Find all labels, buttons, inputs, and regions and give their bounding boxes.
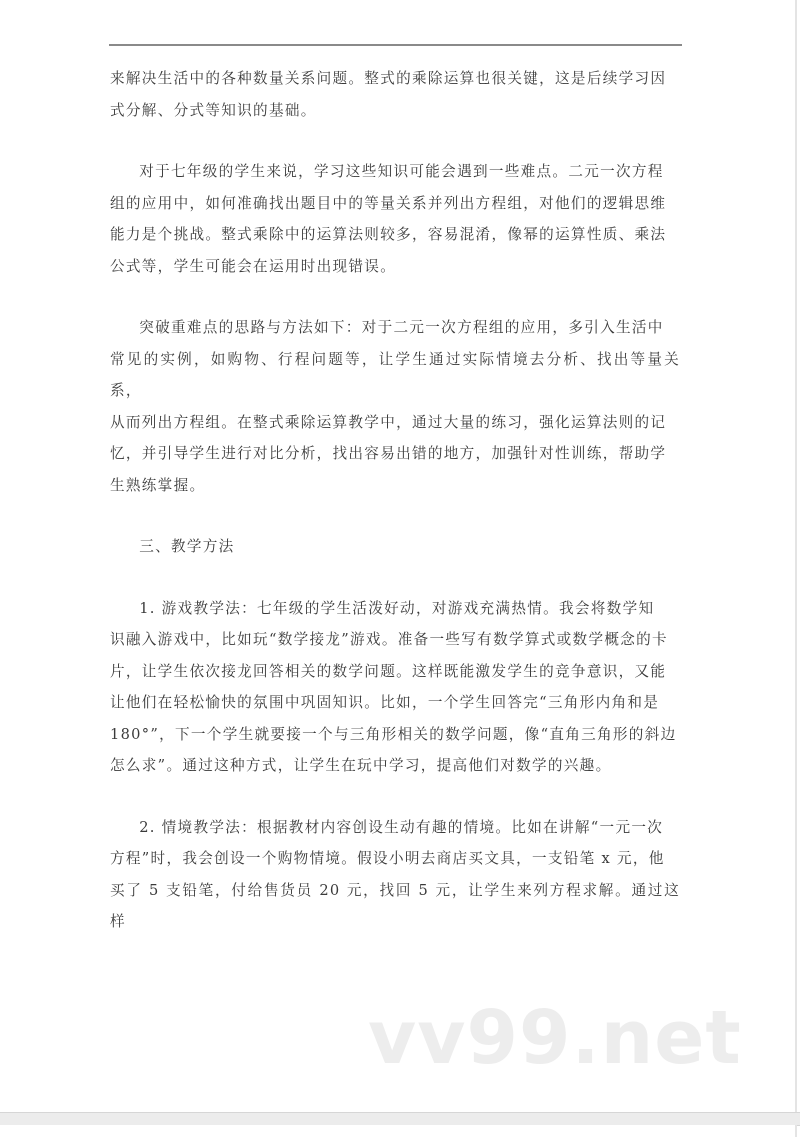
header-rule bbox=[109, 44, 682, 46]
paragraph-solutions bbox=[110, 312, 680, 501]
section-heading: 三、教学方法 bbox=[139, 538, 235, 555]
text-line: 让他们在轻松愉快的氛围中巩固知识。比如，一个学生回答完“三角形内角和是 bbox=[110, 694, 660, 711]
text-line: 公式等，学生可能会在运用时出现错误。 bbox=[110, 257, 397, 275]
text-line: 忆，并引导学生进行对比分析，找出容易出错的地方，加强针对性训练，帮助学 bbox=[110, 445, 667, 462]
text-line: 买了 5 支铅笔，付给售货员 20 元，找回 5 元，让学生来列方程求解。通过这样 bbox=[110, 881, 680, 930]
text-line: 方程”时，我会创设一个购物情境。假设小明去商店买文具，一支铅笔 x 元，他 bbox=[110, 850, 665, 867]
method-situational-teaching bbox=[110, 812, 680, 938]
paragraph-difficulties bbox=[110, 156, 680, 282]
text-line: 识融入游戏中，比如玩“数学接龙”游戏。准备一些写有数学算式或数学概念的卡 bbox=[110, 631, 668, 648]
text-line: 能力是个挑战。整式乘除中的运算法则较多，容易混淆，像幂的运算性质、乘法 bbox=[110, 226, 667, 243]
paragraph-continuation bbox=[110, 63, 680, 126]
text-line: 生熟练掌握。 bbox=[110, 476, 206, 494]
method-game-teaching bbox=[110, 593, 680, 782]
page-separator bbox=[0, 1112, 800, 1126]
next-page-edge bbox=[0, 1125, 797, 1137]
text-line: 常见的实例，如购物、行程问题等，让学生通过实际情境去分析、找出等量关系， bbox=[110, 350, 680, 399]
text-line: 对于七年级的学生来说，学习这些知识可能会遇到一些难点。二元一次方程 bbox=[139, 163, 664, 180]
text-line: 1. 游戏教学法：七年级的学生活泼好动，对游戏充满热情。我会将数学知 bbox=[139, 599, 655, 617]
text-line: 组的应用中，如何准确找出题目中的等量关系并列出方程组，对他们的逻辑思维 bbox=[110, 194, 667, 212]
text-line: 突破重难点的思路与方法如下：对于二元一次方程组的应用，多引入生活中 bbox=[139, 319, 664, 336]
document-body bbox=[110, 63, 680, 938]
text-line: 怎么求”。通过这种方式，让学生在玩中学习，提高他们对数学的兴趣。 bbox=[110, 757, 612, 774]
text-line: 180°”，下一个学生就要接一个与三角形相关的数学问题，像“直角三角形的斜边 bbox=[110, 725, 677, 743]
text-line: 来解决生活中的各种数量关系问题。整式的乘除运算也很关键，这是后续学习因 bbox=[110, 70, 667, 87]
text-line: 片，让学生依次接龙回答相关的数学问题。这样既能激发学生的竞争意识，又能 bbox=[110, 662, 667, 680]
text-line: 式分解、分式等知识的基础。 bbox=[110, 101, 317, 119]
text-line: 2. 情境教学法：根据教材内容创设生动有趣的情境。比如在讲解“一元一次 bbox=[139, 818, 664, 836]
watermark: vv99.net bbox=[368, 995, 742, 1081]
text-line: 从而列出方程组。在整式乘除运算教学中，通过大量的练习，强化运算法则的记 bbox=[110, 413, 667, 431]
